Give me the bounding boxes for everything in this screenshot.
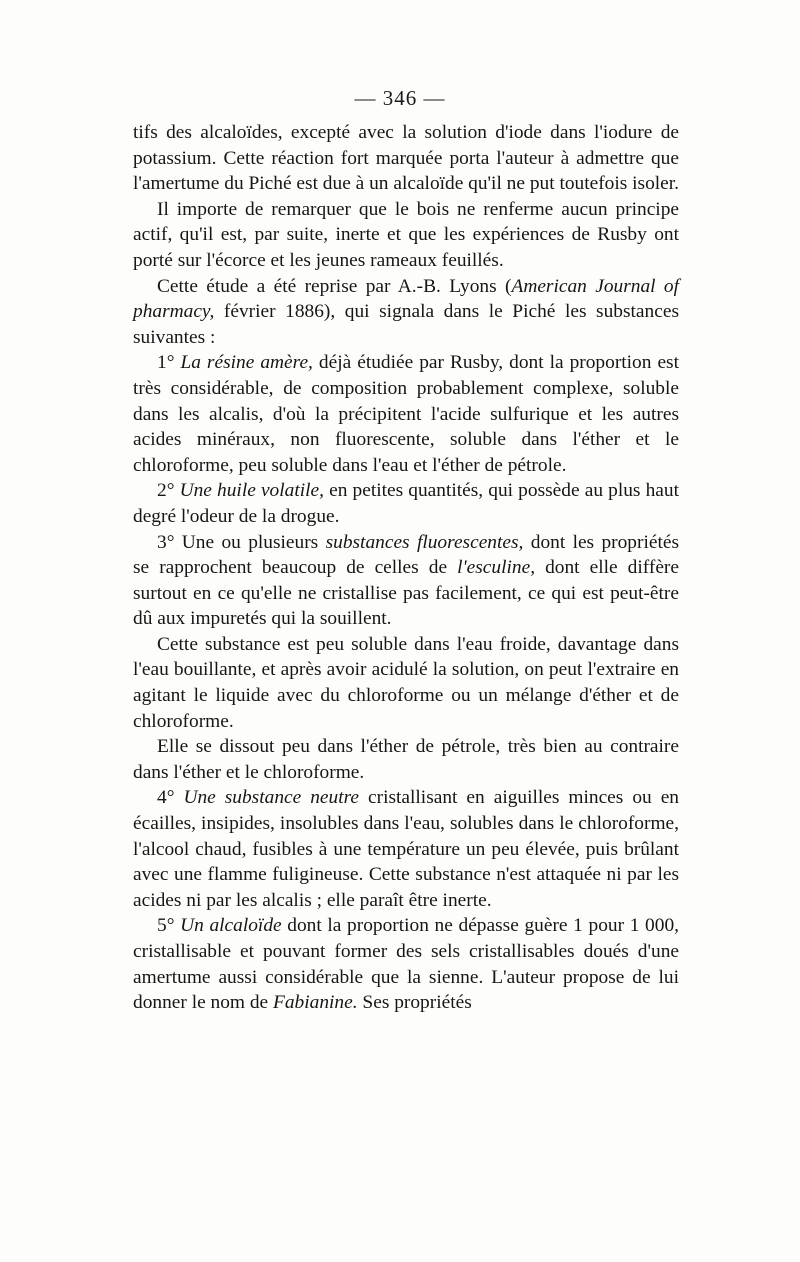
text-run: 4°	[157, 787, 184, 809]
paragraph-p7	[133, 734, 679, 785]
paragraph-p5	[133, 530, 679, 632]
italic-text: Un alcaloïde	[180, 915, 282, 937]
text-run: déjà étudiée par Rusby, dont la proportion est très considérable, de composition probablement complexe, soluble dans les alcalis, d'où la précipitent l'acide sulfurique et les autres acides minéraux, non fluorescente, soluble dans l'éther et le chloroforme, peu soluble dans l'eau et l'éther de pétrole.	[133, 352, 679, 476]
text-run: cristallisant en aiguilles minces ou en écailles, insipides, insolubles dans l'eau, solubles dans le chloroforme, l'alcool chaud, fusibles à une température un peu élevée, puis brûlant avec une flamme fuligineuse. Cette substance n'est attaquée ni par les acides ni par les alcalis ; elle paraît être inerte.	[133, 787, 680, 911]
page-number: — 346 —	[354, 86, 446, 110]
italic-text: American Journal of pharmacy,	[133, 275, 679, 323]
text-run: en petites quantités, qui possède au plus haut degré l'odeur de la drogue.	[133, 480, 679, 527]
paragraph-p8	[133, 785, 679, 913]
paragraph-p6	[133, 632, 679, 734]
text-run: dont les propriétés se rapprochent beaucoup de celles de	[133, 531, 679, 579]
text-run: 2°	[157, 480, 180, 502]
text-run: Il importe de remarquer que le bois ne renferme aucun principe actif, qu'il est, par suite, inerte et que les expériences de Rusby ont porté sur l'écorce et les jeunes rameaux feuillés.	[133, 198, 679, 271]
italic-text: substances fluorescentes,	[325, 531, 524, 553]
text-run: Cette étude a été reprise par A.-B. Lyons (	[157, 275, 512, 297]
italic-text: Fabianine.	[273, 992, 358, 1014]
text-run: février 1886), qui signala dans le Piché les substances suivantes :	[133, 301, 679, 348]
text-run: dont la proportion ne dépasse guère 1 pour 1 000, cristallisable et pouvant former des sels cristallisables doués d'une amertume aussi considérable que la sienne. L'auteur propose de lui donner le nom de	[133, 915, 679, 1014]
paragraph-p3	[133, 350, 679, 478]
text-run: 3° Une ou plusieurs	[157, 531, 326, 553]
paragraph-p4	[133, 478, 679, 529]
paragraph-p2	[133, 274, 679, 351]
paragraph-p0	[133, 120, 679, 197]
text-run: 1°	[157, 352, 181, 374]
italic-text: La résine amère,	[180, 352, 313, 374]
paragraph-p9	[133, 913, 679, 1015]
text-run: 5°	[157, 915, 181, 937]
paragraph-p1	[133, 197, 679, 274]
italic-text: l'esculine,	[457, 557, 536, 579]
text-run: Elle se dissout peu dans l'éther de pétrole, très bien au contraire dans l'éther et le chloroforme.	[133, 736, 679, 783]
text-run: Ses propriétés	[357, 992, 472, 1014]
text-run: Cette substance est peu soluble dans l'eau froide, davantage dans l'eau bouillante, et après avoir acidulé la solution, on peut l'extraire en agitant le liquide avec du chloroforme ou un mélange d'éther et de chloroforme.	[133, 633, 679, 732]
italic-text: Une huile volatile,	[179, 480, 324, 502]
body-text	[133, 120, 679, 1016]
italic-text: Une substance neutre	[183, 787, 360, 809]
text-run: dont elle diffère surtout en ce qu'elle ne cristallise pas facilement, ce qui est peut-être dû aux impuretés qui la souillent.	[133, 557, 679, 630]
text-run: tifs des alcaloïdes, excepté avec la solution d'iode dans l'iodure de potassium. Cette réaction fort marquée porta l'auteur à admettre que l'amertume du Piché est due à un alcaloïde qu'il ne put toutefois isoler.	[133, 122, 680, 195]
